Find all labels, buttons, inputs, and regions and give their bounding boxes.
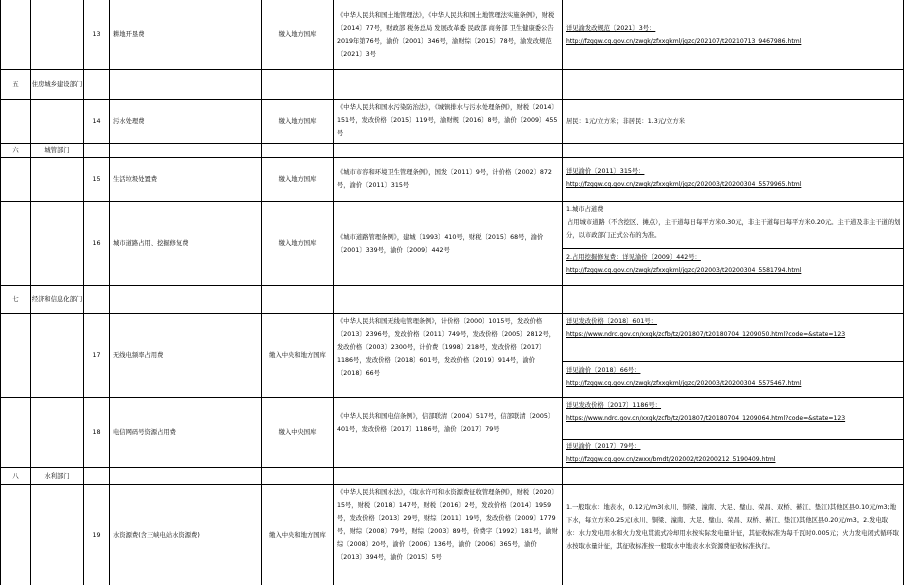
legal-basis: 《城市市容和环境卫生管理条例》，国发〔2011〕9号，计价格〔2002〕872号，渝价〔2011〕315号 [334,158,563,202]
income-destination: 缴入地方国库 [262,158,334,202]
doc-reference-link[interactable]: 详见渝价〔2011〕315号： [566,168,645,175]
doc-reference-link[interactable]: 详见渝价〔2017〕79号： [566,443,641,450]
doc-reference-link[interactable]: 详见渝价〔2018〕66号： [566,367,641,374]
item-number: 14 [84,100,110,144]
doc-reference-link[interactable]: 2.占用挖掘修复费：详见渝价〔2009〕442号： [566,254,701,261]
standard-text: 1.一般取水：地表水，0.12元/m3(永川、铜梁、潼南、大足、璧山、荣昌、双桥、綦江、垫江)其他区县0.10元/m3;地下水，每立方米0.25元(永川、铜梁、潼南、大足、璧山、荣昌、双桥、綦江、垫江)其他区县0.20元/m3。2.发电取水：水力发电用水和火力发电贯流式冷却用水按实际发电量计征，其征收标准为每千瓦时0.005元；火力发电闭式循环取水按取水量计征，其征收标准按一般取水中地表水水资源费征收标准执行。 [563,485,904,585]
legal-basis: 《中华人民共和国电信条例》，信部联清〔2004〕517号，信部联清〔2005〕401号，发改价格〔2017〕1186号，渝价〔2017〕79号 [334,398,563,468]
standard-text: 占用城市道路（不含挖区、摊点），主干道每日每平方米0.30元，非主干道每日每平方米0.20元。主干道及非主干道的划分，以市政部门正式公布的为准。 [566,219,901,239]
dept-name: 经济和信息化部门 [31,286,84,314]
url-link[interactable]: https://www.ndrc.gov.cn/xxgk/zcfb/tz/201807/t20180704_1209050.html?code=&state=123 [566,331,846,338]
dept-seq: 六 [0,144,31,158]
url-link[interactable]: http://fzggw.cq.gov.cn/zwgk/zfxxgkml/jgzc/202107/t20210713_9467986.html [566,38,802,45]
item-number: 15 [84,158,110,202]
doc-reference-link[interactable]: 详见发改价格〔2018〕601号： [566,318,658,325]
standard-text: 居民：1元/立方米；非居民：1.3元/立方米 [563,100,904,144]
item-name: 生活垃圾处置费 [110,158,262,202]
standard-cell [563,314,904,398]
item-name: 电信网码号资源占用费 [110,398,262,468]
url-link[interactable]: https://www.ndrc.gov.cn/xxgk/zcfb/tz/201807/t20180704_1209064.html?code=&state=123 [566,415,846,422]
standard-cell [563,0,904,70]
item-number: 19 [84,485,110,585]
legal-basis: 《中华人民共和国水法》，《取水许可和水资源费征收管理条例》，财税〔2020〕15号，财税〔2018〕147号，财税〔2016〕2号，发改价格〔2014〕1959号，发改价格〔2013〕29号，财综〔2011〕19号，发改价格〔2009〕1779号，财综〔2008〕79号，财综〔2003〕89号，价费字〔1992〕181号，渝财综〔2008〕20号，渝价〔2006〕136号，渝价〔2006〕365号，渝价〔2013〕394号，渝价〔2015〕5号 [334,485,563,585]
income-destination: 缴入中央国库 [262,398,334,468]
income-destination: 缴入地方国库 [262,0,334,70]
dept-seq: 八 [0,468,31,485]
income-destination: 缴入地方国库 [262,202,334,286]
url-link[interactable]: http://fzggw.cq.gov.cn/zwgk/zfxxgkml/jgzc/202003/t20200304_5581794.html [566,267,802,274]
dept-seq: 七 [0,286,31,314]
standard-subtitle: 1.城市占道费 [566,206,604,213]
standard-cell [563,158,904,202]
doc-reference-link[interactable]: 详见发改价格〔2017〕1186号： [566,402,662,409]
item-number: 18 [84,398,110,468]
item-number: 13 [84,0,110,70]
legal-basis: 《中华人民共和国土地管理法》，《中华人民共和国土地管理法实施条例》，财税〔2014〕77号，财政部 税务总局 发展改革委 民政部 商务部 卫生健康委公告2019年第76号，渝价〔2001〕346号，渝财综〔2015〕78号，渝发改规范〔2021〕3号 [334,0,563,70]
income-destination: 缴入地方国库 [262,100,334,144]
item-name: 耕地开垦费 [110,0,262,70]
dept-seq: 五 [0,70,31,100]
standard-cell [563,398,904,468]
url-link[interactable]: http://fzggw.cq.gov.cn/zwgk/zfxxgkml/jgzc/202003/t20200304_5575467.html [566,380,802,387]
legal-basis: 《中华人民共和国无线电管理条例》，计价格〔2000〕1015号，发改价格〔2013〕2396号，发改价格〔2011〕749号，发改价格〔2005〕2812号，发改价格〔2003〕2300号，计价费〔1998〕218号，发改价格〔2017〕1186号，发改价格〔2018〕601号，发改价格〔2019〕914号，渝价〔2018〕66号 [334,314,563,398]
url-link[interactable]: http://fzggw.cq.gov.cn/zwgk/zfxxgkml/jgzc/202003/t20200304_5579965.html [566,181,802,188]
dept-cell [31,0,84,70]
url-link[interactable]: http://fzggw.cq.gov.cn/zwxx/bmdt/202002/t20200212_5190409.html [566,456,776,463]
item-name: 水资源费(含三峡电站水资源费) [110,485,262,585]
legal-basis: 《城市道路管理条例》，建城〔1993〕410号，财税〔2015〕68号，渝价〔2001〕339号，渝价〔2009〕442号 [334,202,563,286]
standard-cell [563,202,904,286]
seq-cell [0,0,31,70]
legal-basis: 《中华人民共和国水污染防治法》，《城镇排水与污水处理条例》，财税〔2014〕151号，发改价格〔2015〕119号，渝财规〔2016〕8号，渝价〔2009〕455号 [334,100,563,144]
income-destination: 缴入中央和地方国库 [262,485,334,585]
item-name: 城市道路占用、挖掘修复费 [110,202,262,286]
dept-name: 城管部门 [31,144,84,158]
doc-reference-link[interactable]: 详见渝发改规范〔2021〕3号： [566,25,656,32]
dept-name: 住房城乡建设部门 [31,70,84,100]
item-name: 无线电频率占用费 [110,314,262,398]
item-name: 污水处理费 [110,100,262,144]
item-number: 16 [84,202,110,286]
income-destination: 缴入中央和地方国库 [262,314,334,398]
item-number: 17 [84,314,110,398]
dept-name: 水利部门 [31,468,84,485]
